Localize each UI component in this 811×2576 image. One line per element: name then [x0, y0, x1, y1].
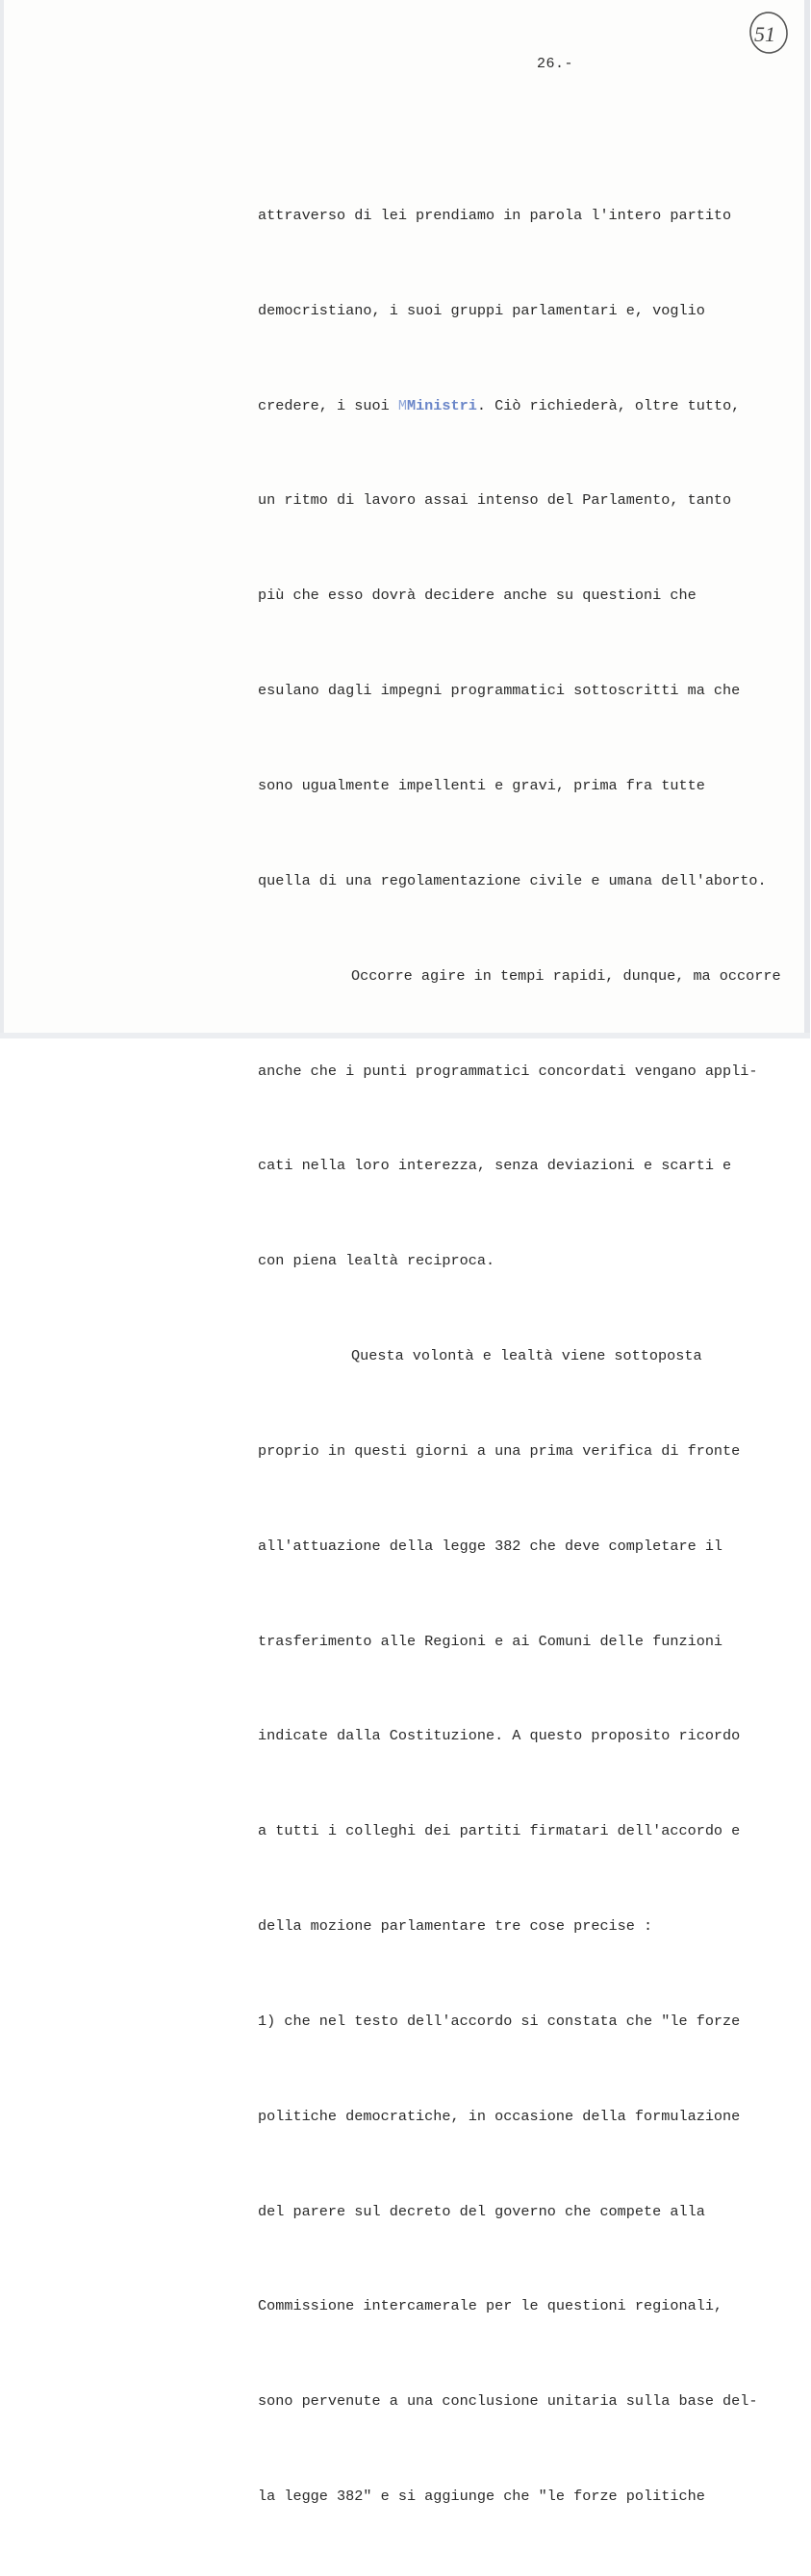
text-line: del parere sul decreto del governo che compete alla — [258, 2202, 705, 2220]
text-segment: . Ciò richiederà, oltre tutto, — [476, 396, 741, 414]
text-line: trasferimento alle Regioni e ai Comuni delle funzioni — [258, 1632, 723, 1650]
page-number: 26.- — [537, 56, 574, 72]
archive-stamp-icon — [746, 8, 792, 58]
paragraph-start-line: Occorre agire in tempi rapidi, dunque, ma occorre — [351, 966, 781, 985]
text-line: indicate dalla Costituzione. A questo proposito ricordo — [258, 1727, 741, 1745]
text-line: democristiano, i suoi gruppi parlamentari e, voglio — [258, 301, 705, 319]
text-line: esulano dagli impegni programmatici sottoscritti ma che — [258, 682, 741, 700]
text-line: la legge 382" e si aggiunge che "le forze politiche — [258, 2488, 705, 2506]
text-line: Commissione intercamerale per le questioni regionali, — [258, 2297, 723, 2315]
correction-letter: M — [397, 396, 407, 414]
text-line: sono ugualmente impellenti e gravi, prima fra tutte — [258, 776, 705, 794]
text-line: proprio in questi giorni a una prima verifica di fronte — [258, 1441, 741, 1460]
text-line: più che esso dovrà decidere anche su questioni che — [258, 587, 697, 605]
paragraph-start-line: Questa volontà e lealtà viene sottoposta — [351, 1347, 702, 1365]
text-line: attraverso di lei prendiamo in parola l'intero partito — [258, 206, 732, 224]
text-line: anche che i punti programmatici concordati vengano appli- — [258, 1062, 758, 1080]
text-line: con piena lealtà reciproca. — [258, 1252, 495, 1270]
text-line-with-correction — [258, 390, 811, 422]
text-segment: credere, i suoi — [258, 396, 398, 414]
scan-edge-left — [0, 0, 4, 1038]
corrected-word: Ministri — [406, 396, 477, 414]
text-line: quella di una regolamentazione civile e umana dell'aborto. — [258, 871, 767, 889]
text-line: cati nella loro interezza, senza deviazioni e scarti e — [258, 1157, 732, 1175]
text-line: della mozione parlamentare tre cose precise : — [258, 1917, 653, 1936]
text-line: all'attuazione della legge 382 che deve completare il — [258, 1537, 723, 1555]
list-item-line: 1) che nel testo dell'accordo si constata che "le forze — [258, 2012, 741, 2030]
text-line: a tutti i colleghi dei partiti firmatari dell'accordo e — [258, 1822, 741, 1840]
text-line: sono pervenute a una conclusione unitaria sulla base del- — [258, 2392, 758, 2411]
text-line: politiche democratiche, in occasione della formulazione — [258, 2107, 741, 2125]
text-line: un ritmo di lavoro assai intenso del Parlamento, tanto — [258, 491, 732, 510]
body-text — [258, 137, 811, 2576]
archive-stamp-number: 51 — [754, 22, 775, 46]
